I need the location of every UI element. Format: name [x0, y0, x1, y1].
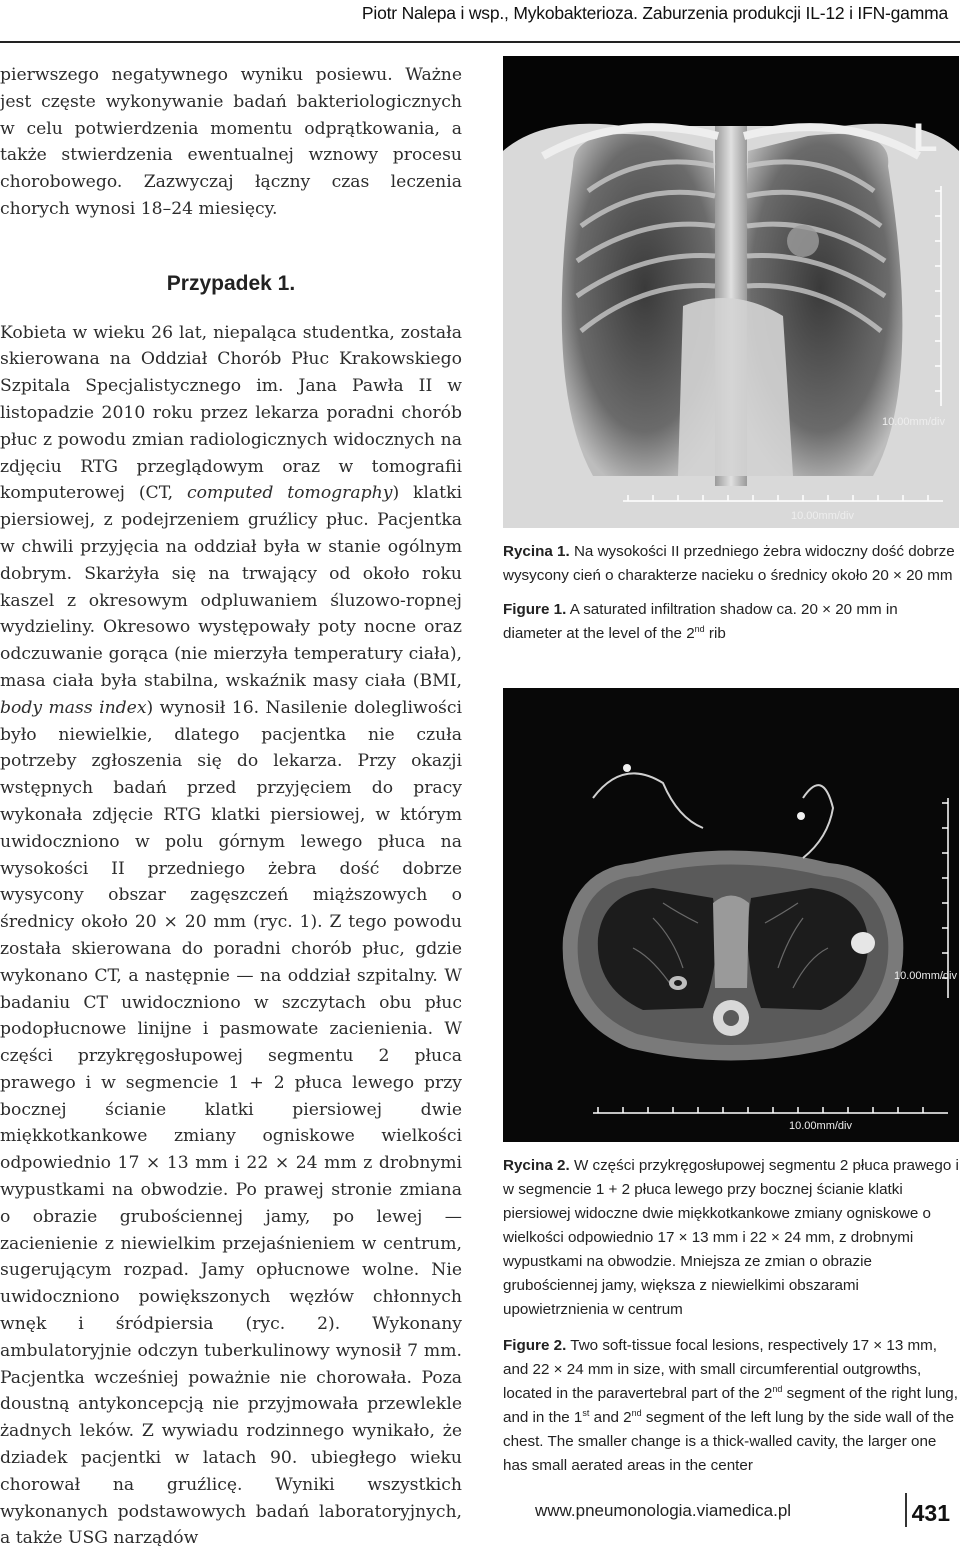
case-paragraph: Kobieta w wieku 26 lat, niepaląca studentka, została skierowana na Oddział Chorób Płuc Krakowskiego Szpitala Specjalistycznego im. Jana Pawła II w listopadzie 2010 roku przez lekarza poradni chorób płuc z powodu zmian radiologicznych widocznych na zdjęciu RTG przeglądowym oraz w tomografii komputerowej (CT, computed tomography) klatki piersiowej, z podejrzeniem gruźlicy płuc. Pacjentka w chwili przyjęcia na oddział była w stanie ogólnym dobrym. Skarżyła się na trwający od około roku kaszel z okresowym odpluwaniem śluzowo-ropnej wydzieliny. Okresowo występowały poty nocne oraz odczuwanie gorąca (nie mierzyła temperatury ciała), masa ciała była stabilna, wskaźnik masy ciała (BMI, body mass index) wynosił 16. Nasilenie dolegliwości było niewielkie, dlatego pacjentka nie czuła potrzeby zgłoszenia się do lekarza. Przy okazji wstępnych badań przed przyjęciem do pracy wykonała zdjęcie RTG klatki piersiowej, w którym uwidoczniono w polu górnym lewego płuca na wysokości II przedniego żebra dość dobrze wysycony obszar zagęszczeń miąższowych o średnicy około 20 × 20 mm (ryc. 1). Z tego powodu została skierowana do poradni chorób płuc, gdzie wykonano CT, a następnie — na oddział szpitalny. W badaniu CT uwidoczniono w szczytach obu płuc podopłucnowe linijne i pasmowate zacienienia. W części przykręgosłupowej segmentu 2 płuca prawego i w segmencie 1 + 2 płuca lewego przy bocznej ścianie klatki piersiowej dwie miękkotkankowe zmiany ogniskowe wielkości odpowiednio 17 × 13 mm i 22 × 24 mm z drobnymi wypustkami na obwodzie. Po prawej stronie zmiana o obrazie grubościennej jamy, po lewej — zacienienie z niewielkim przejaśnieniem w centrum, sugerującym rozpad. Jamy opłucnowe wolne. Nie uwidoczniono powiększonych węzłów chłonnych wnęk i śródpiersia (ryc. 2). Wykonany ambulatoryjnie odczyn tuberkulinowy wynosił 7 mm. Pacjentka wcześniej poważnie nie chorowała. Poza doustną antykoncepcją nie przyjmowała przewlekle żadnych leków. Z wywiadu rodzinnego wynikało, że dziadek pacjentki w latach 90. ubiegłego wieku chorował na gruźlicę. Wyniki wszystkich wykonanych podstawowych badań laboratoryjnych, a także USG narządów	[0, 322, 463, 1549]
paragraph-continuation: pierwszego negatywnego wyniku posiewu. Ważne jest częste wykonywanie badań bakteriologicznych w celu potwierdzenia momentu odprątkowania, a także stwierdzenia ewentualnej wznowy procesu chorobowego. Zazwyczaj łączny czas leczenia chorych wynosi 18–24 miesięcy.	[0, 65, 462, 219]
ct-scale-label-bottom: 10.00mm/div	[789, 1120, 852, 1132]
figures-column	[503, 56, 959, 1478]
xray-side-marker: L	[913, 116, 938, 160]
ct-scale-label-right: 10.00mm/div	[894, 970, 957, 982]
figure-1-caption-en: Figure 1. A saturated infiltration shadow ca. 20 × 20 mm in diameter at the level of the 2nd rib	[503, 601, 898, 642]
footer-url: www.pneumonologia.viamedica.pl	[535, 1501, 792, 1520]
figure-2-caption-en: Figure 2. Two soft-tissue focal lesions, respectively 17 × 13 mm, and 22 × 24 mm in size, with small circumferential outgrowths, located in the paravertebral part of the 2nd segment of the right lung, and in the 1st and 2nd segment of the left lung by the side wall of the chest. The smaller change is a thick-walled cavity, the larger one has small aerated areas in the center	[503, 1337, 958, 1474]
xray-scale-label-right: 10.00mm/div	[882, 416, 945, 428]
running-title: Piotr Nalepa i wsp., Mykobakterioza. Zaburzenia produkcji IL-12 i IFN-gamma	[361, 3, 948, 23]
footer-divider	[905, 1493, 907, 1527]
case-heading: Przypadek 1.	[166, 271, 296, 295]
chest-ct-image	[503, 688, 959, 1142]
page-header	[0, 0, 960, 43]
figure-1-caption-pl: Rycina 1. Na wysokości II przedniego żebra widoczny dość dobrze wysycony cień o charakterze nacieku o średnicy około 20 × 20 mm	[503, 543, 955, 584]
body-text-column	[0, 62, 462, 1552]
page-number: 431	[911, 1500, 950, 1526]
xray-scale-label-bottom: 10.00mm/div	[791, 510, 854, 522]
figure-2-caption-pl: Rycina 2. W części przykręgosłupowej segmentu 2 płuca prawego i w segmencie 1 + 2 płuca lewego przy bocznej ścianie klatki piersiowej widoczne dwie miękkotkankowe zmiany ogniskowe o wielkości odpowiednio 17 × 13 mm i 22 × 24 mm, z drobnymi wypustkami na obwodzie. Mniejsza ze zmian o obrazie grubościennej jamy, większa z niewielkimi obszarami upowietrznienia w centrum	[503, 1157, 959, 1318]
chest-xray-graphic	[503, 56, 959, 528]
chest-xray-image	[503, 56, 959, 528]
chest-ct-graphic	[503, 688, 959, 1142]
